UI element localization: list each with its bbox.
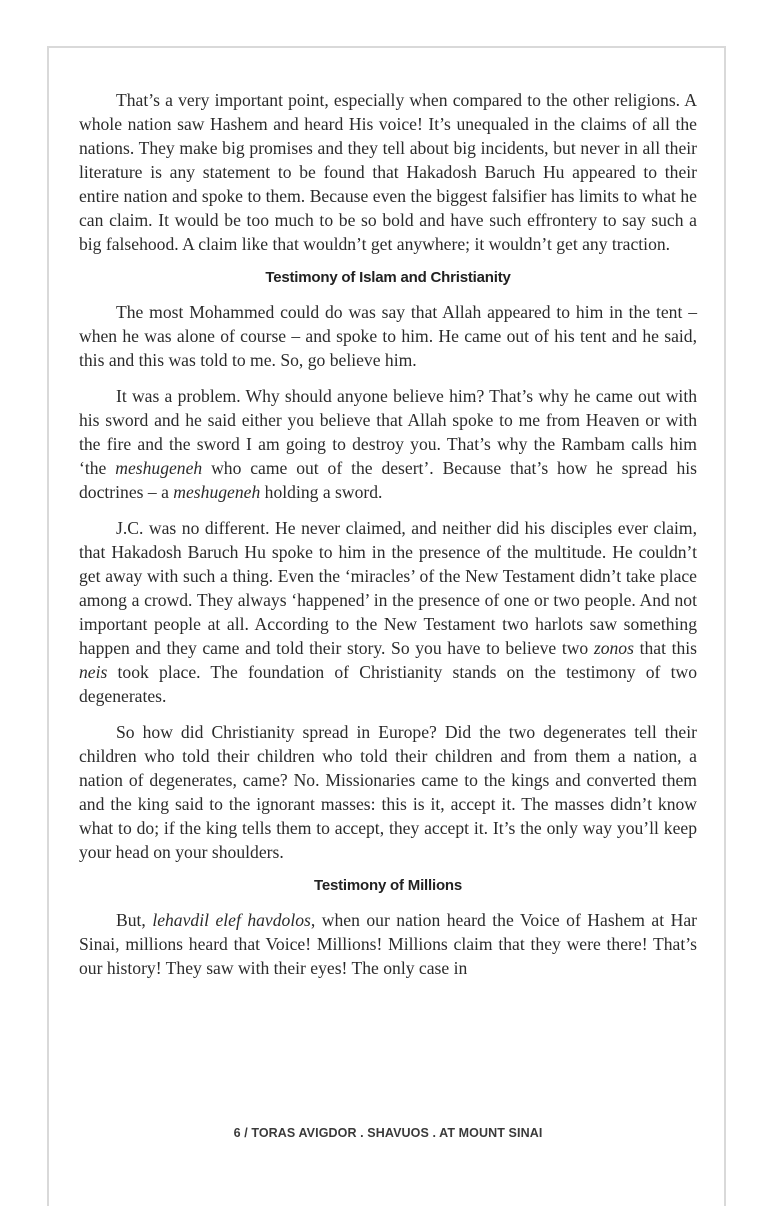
- text-run: who came out of the desert’. Because that’s how he spread his doctrines – a: [79, 458, 697, 502]
- section-intro: [79, 88, 697, 256]
- section-heading-testimony-of-millions: Testimony of Millions: [313, 877, 463, 894]
- italic-term: zonos: [593, 638, 634, 658]
- text-run: The most Mohammed could do was say that Allah appeared to him in the tent – when he was alone of course – and spoke to him. He came out of his tent and he said, this and this was told to me. So, go believe him.: [79, 302, 697, 370]
- text-run: That’s a very important point, especially when compared to the other religions. A whole nation saw Hashem and heard His voice! It’s unequaled in the claims of all the nations. They make big promises and they tell about big incidents, but never in all their literature is any statement to be found that Hakadosh Baruch Hu appeared to their entire nation and spoke to them. Because even the biggest falsifier has limits to what he can claim. It would be too much to be so bold and have such effrontery to say such a big falsehood. A claim like that wouldn’t get anywhere; it wouldn’t get any traction.: [79, 90, 697, 254]
- section-islam-christianity: [79, 300, 697, 864]
- paragraph: [79, 908, 697, 980]
- italic-term: neis: [79, 662, 108, 682]
- paragraph: [79, 300, 697, 372]
- document-body: [79, 88, 697, 992]
- italic-term: meshugeneh: [115, 458, 203, 478]
- text-run: took place. The foundation of Christianity stands on the testimony of two degenerates.: [79, 662, 697, 706]
- paragraph: [79, 384, 697, 504]
- section-heading-islam-christianity: Testimony of Islam and Christianity: [265, 269, 511, 286]
- text-run: , when our nation heard the Voice of Hashem at Har Sinai, millions heard that Voice! Millions! Millions claim that they were there! That’s our history! They saw with their eyes! The only case in: [79, 910, 697, 978]
- text-run: It was a problem. Why should anyone believe him? That’s why he came out with his sword and he said either you believe that Allah spoke to me from Heaven or with the fire and the sword I am going to destroy you. That’s why the Rambam calls him ‘the: [79, 386, 697, 478]
- paragraph: [79, 720, 697, 864]
- italic-term: lehavdil elef havdolos: [152, 910, 311, 930]
- section-testimony-of-millions: [79, 908, 697, 980]
- running-footer: 6 / TORAS AVIGDOR . SHAVUOS . AT MOUNT SINAI: [233, 1126, 543, 1140]
- text-run: that this: [633, 638, 698, 658]
- text-run: J.C. was no different. He never claimed, and neither did his disciples ever claim, that Hakadosh Baruch Hu spoke to him in the presence of the multitude. He couldn’t get away with such a thing. Even the ‘miracles’ of the New Testament didn’t take place among a crowd. They always ‘happened’ in the presence of one or two people. And not important people at all. According to the New Testament two harlots saw something happen and they came and told their story. So you have to believe two: [79, 518, 697, 658]
- paragraph: [79, 516, 697, 708]
- text-run: But,: [116, 910, 153, 930]
- text-run: holding a sword.: [260, 482, 383, 502]
- text-run: So how did Christianity spread in Europe? Did the two degenerates tell their children who told their children who told their children and from them a nation, a nation of degenerates, came? No. Missionaries came to the kings and converted them and the king said to the ignorant masses: this is it, accept it. The masses didn’t know what to do; if the king tells them to accept, they accept it. It’s the only way you’ll keep your head on your shoulders.: [79, 722, 697, 862]
- italic-term: meshugeneh: [173, 482, 261, 502]
- paragraph: [79, 88, 697, 256]
